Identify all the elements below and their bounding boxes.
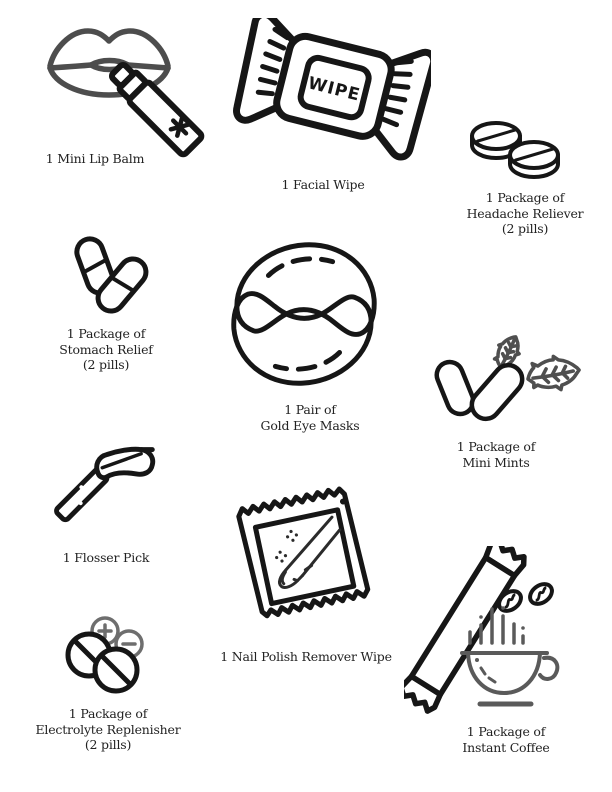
coffee-stick-cup-icon (404, 546, 564, 723)
item-label: 1 Package of Mini Mints (456, 439, 536, 470)
electrolyte-tablets-icon (63, 614, 145, 696)
capsules-icon (66, 236, 154, 316)
item-label: 1 Pair of Gold Eye Masks (260, 402, 360, 433)
item-label: 1 Package of Stomach Relief (2 pills) (59, 326, 153, 372)
item-label: 1 Package of Headache Reliever (2 pills) (466, 190, 584, 236)
flosser-icon (46, 424, 164, 542)
wipe-icon-text: WIPE (305, 73, 363, 106)
item-label: 1 Flosser Pick (62, 550, 150, 565)
tablets-icon (468, 114, 573, 186)
mints-leaves-icon (430, 333, 582, 428)
item-label: 1 Package of Electrolyte Replenisher (2 pills) (35, 706, 181, 752)
item-label: 1 Mini Lip Balm (45, 151, 145, 166)
nail-wipe-packet-icon (226, 478, 381, 630)
lip-balm-icon (45, 20, 205, 160)
item-label: 1 Nail Polish Remover Wipe (220, 649, 392, 664)
eye-masks-icon (224, 236, 382, 394)
wipe-packet-icon (233, 18, 431, 170)
item-label: 1 Package of Instant Coffee (462, 724, 550, 755)
item-label: 1 Facial Wipe (281, 177, 365, 192)
